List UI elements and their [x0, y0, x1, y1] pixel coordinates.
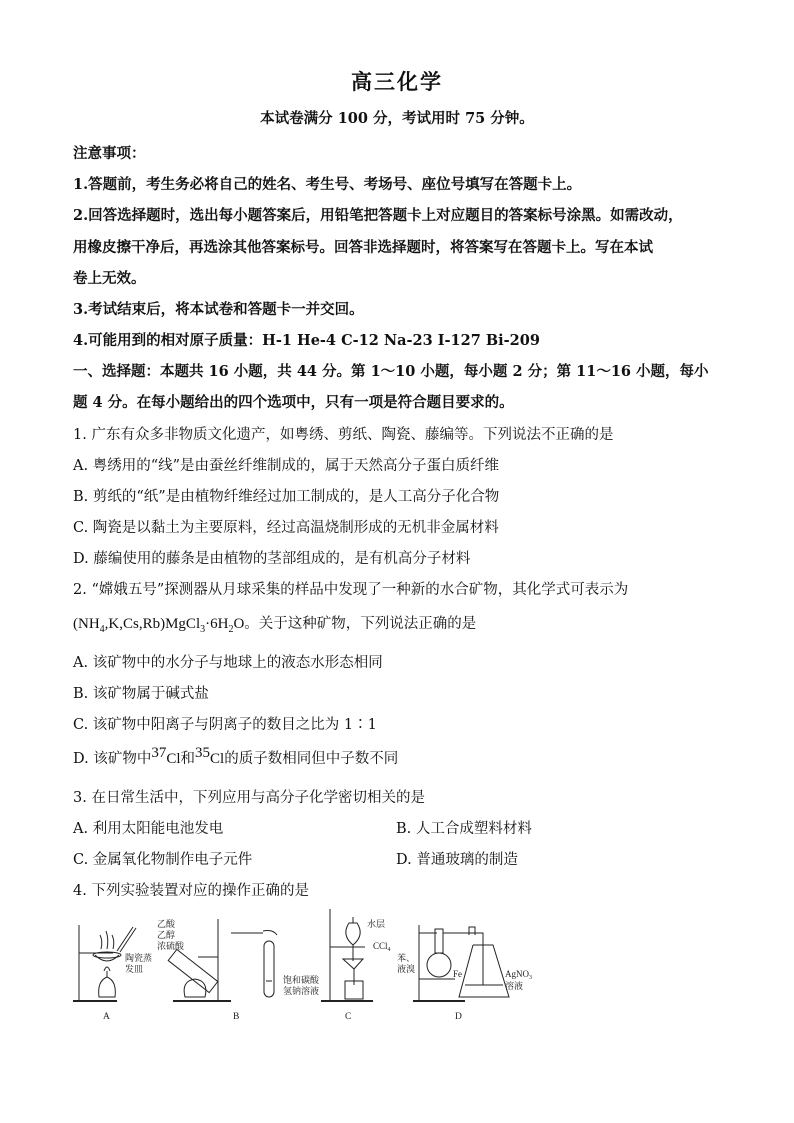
c-label-water-layer: 水层	[367, 919, 386, 929]
a-label-dish-1: 陶瓷蒸	[125, 953, 153, 963]
b-label-bicarbonate-2: 氢钠溶液	[283, 986, 320, 996]
apparatus-a	[73, 925, 152, 1022]
d-label-agno3: AgNO$_3$	[505, 969, 532, 981]
note-2-line-2: 用橡皮擦干净后，再选涂其他答案标号。回答非选择题时，将答案写在答题卡上。写在本试	[73, 239, 653, 256]
section-1-line-1: 一、选择题：本题共 16 小题，共 44 分。第 1～10 小题，每小题 2 分；第 11～16 小题，每小	[73, 363, 709, 380]
q2-option-d: D. 该矿物中$^{37}$Cl和$^{35}$Cl的质子数相同但中子数不同	[73, 745, 399, 767]
notes-heading: 注意事项：	[73, 145, 146, 162]
q2-option-c: C. 该矿物中阳离子与阴离子的数目之比为 1∶1	[73, 717, 377, 733]
q1-stem: 1. 广东有众多非物质文化遗产，如粤绣、剪纸、陶瓷、藤编等。下列说法不正确的是	[73, 427, 614, 443]
q3-options-row-1	[73, 817, 733, 838]
b-label-bicarbonate-1: 饱和碳酸	[283, 975, 320, 985]
note-4: 4.可能用到的相对原子质量：H-1 He-4 C-12 Na-23 I-127 Bi-209	[73, 332, 540, 349]
q4-stem: 4. 下列实验装置对应的操作正确的是	[73, 883, 309, 899]
caption-b: B	[233, 1012, 240, 1022]
q2-stem-line-1: 2. “嫦娥五号”探测器从月球采集的样品中发现了一种新的水合矿物，其化学式可表示为	[73, 582, 629, 598]
q1-option-d: D. 藤编使用的藤条是由植物的茎部组成的，是有机高分子材料	[73, 551, 471, 567]
note-2-line-3: 卷上无效。	[73, 270, 146, 287]
exam-subtitle: 本试卷满分 100 分，考试用时 75 分钟。	[260, 110, 534, 127]
d-label-solution: 溶液	[505, 981, 524, 991]
q3-option-a: A. 利用太阳能电池发电	[73, 821, 224, 837]
q1-option-a: A. 粤绣用的“线”是由蚕丝纤维制成的，属于天然高分子蛋白质纤维	[73, 458, 500, 474]
a-label-dish-2: 发皿	[125, 964, 144, 974]
q2-formula: $(NH_4,K,Cs,Rb)MgCl_3\cdot 6H_2O$	[73, 616, 245, 635]
b-label-sulfuric-acid: 浓硫酸	[157, 941, 185, 951]
q2-stem-line-2: $(NH_4,K,Cs,Rb)MgCl_3\cdot 6H_2O$。关于这种矿物，下列说法正确的是	[73, 616, 477, 635]
q1-option-b: B. 剪纸的“纸”是由植物纤维经过加工制成的，是人工高分子化合物	[73, 489, 500, 505]
note-1: 1.答题前，考生务必将自己的姓名、考生号、考场号、座位号填写在答题卡上。	[73, 176, 582, 193]
q1-option-c: C. 陶瓷是以黏土为主要原料，经过高温烧制形成的无机非金属材料	[73, 520, 499, 536]
apparatus-b	[157, 918, 320, 1022]
c-label-ccl4: CCl$_4$	[373, 941, 391, 953]
b-label-acetic-acid: 乙酸	[157, 919, 176, 929]
apparatus-d	[397, 925, 532, 1022]
q3-option-c: C. 金属氧化物制作电子元件	[73, 852, 253, 868]
q2-option-a: A. 该矿物中的水分子与地球上的液态水形态相同	[73, 655, 383, 671]
note-2-line-1: 2.回答选择题时，选出每小题答案后，用铅笔把答题卡上对应题目的答案标号涂黑。如需改动，	[73, 207, 683, 224]
apparatus-c	[321, 909, 391, 1022]
note-3: 3.考试结束后，将本试卷和答题卡一并交回。	[73, 301, 364, 318]
d-label-bromine: 液溴	[397, 964, 416, 974]
q3-option-d: D. 普通玻璃的制造	[396, 852, 518, 868]
q4-apparatus-figure	[73, 905, 613, 1025]
q3-options-row-2	[73, 848, 733, 869]
b-label-ethanol: 乙醇	[157, 930, 176, 940]
d-label-fe: Fe	[453, 969, 462, 979]
q2-option-b: B. 该矿物属于碱式盐	[73, 686, 209, 702]
section-1-line-2: 题 4 分。在每小题给出的四个选项中，只有一项是符合题目要求的。	[73, 394, 514, 411]
q3-option-b: B. 人工合成塑料材料	[396, 821, 532, 837]
page-title: 高三化学	[351, 69, 443, 94]
q3-stem: 3. 在日常生活中，下列应用与高分子化学密切相关的是	[73, 790, 425, 806]
caption-a: A	[103, 1012, 110, 1022]
d-label-benzene: 苯、	[397, 953, 416, 963]
caption-d: D	[455, 1012, 462, 1022]
caption-c: C	[345, 1012, 352, 1022]
